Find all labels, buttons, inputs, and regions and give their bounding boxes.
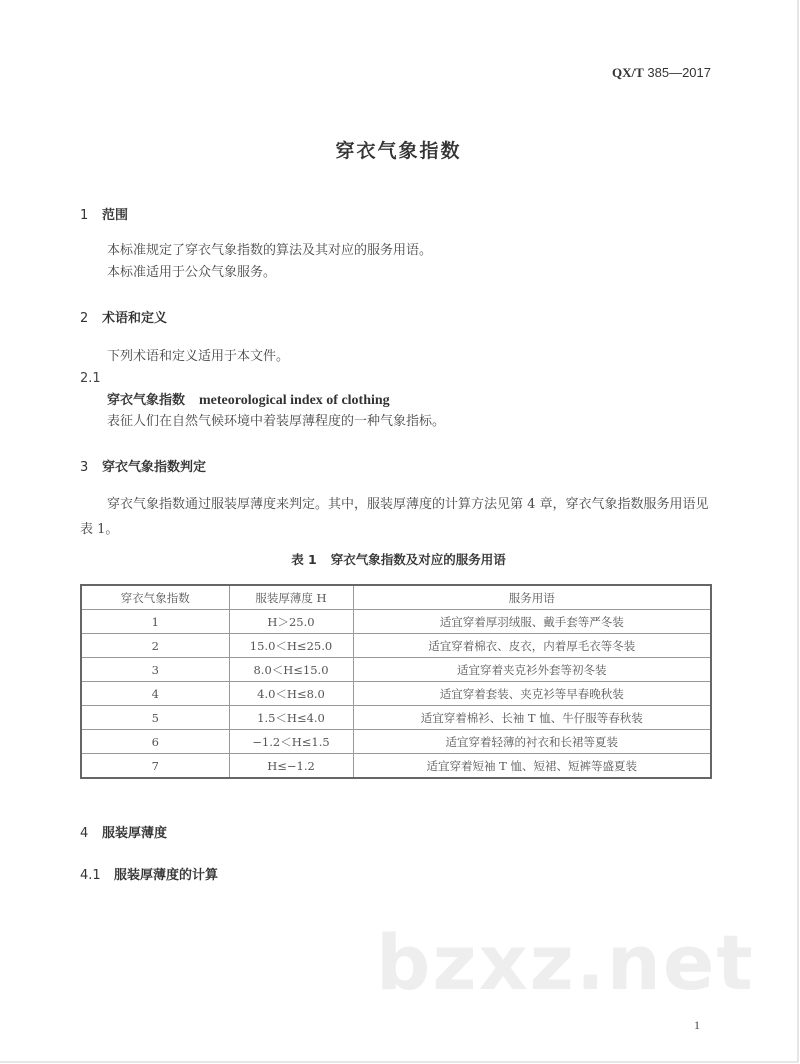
cell-index: 1 — [81, 610, 229, 634]
cell-index: 6 — [81, 730, 229, 754]
section-title: 服装厚薄度 — [102, 826, 168, 841]
cell-service-term: 适宜穿着短袖 T 恤、短裙、短裤等盛夏装 — [353, 754, 711, 779]
cell-service-term: 适宜穿着厚羽绒服、戴手套等严冬装 — [353, 610, 711, 634]
cell-index: 2 — [81, 634, 229, 658]
section-number: 2 — [80, 311, 89, 326]
standard-prefix: QX/T — [611, 65, 644, 80]
section-title: 术语和定义 — [102, 311, 168, 326]
cell-index: 7 — [81, 754, 229, 779]
table-caption-label: 表 1 — [291, 552, 317, 567]
header-index: 穿衣气象指数 — [81, 585, 229, 610]
cell-index: 3 — [81, 658, 229, 682]
section-number: 3 — [80, 460, 89, 475]
header-thickness: 服装厚薄度 H — [229, 585, 353, 610]
term-definition: 表征人们在自然气候环境中着装厚薄程度的一种气象指标。 — [107, 414, 446, 429]
cell-service-term: 适宜穿着轻薄的衬衣和长裙等夏装 — [353, 730, 711, 754]
table-row — [81, 754, 711, 779]
table-row — [81, 730, 711, 754]
cell-thickness: 8.0＜H≤15.0 — [229, 658, 353, 682]
header-service-term: 服务用语 — [353, 585, 711, 610]
cell-index: 5 — [81, 706, 229, 730]
section-3-paragraph-1: 穿衣气象指数通过服装厚薄度来判定。其中，服装厚薄度的计算方法见第 4 章，穿衣气象指数服务用语见表 1。 — [80, 497, 709, 537]
term-english: meteorological index of clothing — [199, 393, 390, 408]
section-3-heading — [80, 456, 206, 475]
page-number: 1 — [694, 1018, 700, 1032]
section-2-heading — [80, 307, 167, 326]
section-1-paragraph-2: 本标准适用于公众气象服务。 — [107, 265, 277, 280]
section-number: 4.1 — [80, 868, 101, 883]
table-header-row — [81, 585, 711, 610]
table-caption-text: 穿衣气象指数及对应的服务用语 — [330, 552, 506, 567]
watermark: bzxz.net — [376, 918, 755, 1007]
subsection-2-1-number: 2.1 — [80, 371, 101, 386]
standard-code — [612, 65, 711, 81]
cell-thickness: H＞25.0 — [229, 610, 353, 634]
cell-thickness: 15.0＜H≤25.0 — [229, 634, 353, 658]
cell-service-term: 适宜穿着夹克衫外套等初冬装 — [353, 658, 711, 682]
section-1-heading — [80, 204, 128, 223]
cell-service-term: 适宜穿着套装、夹克衫等早春晚秋装 — [353, 682, 711, 706]
table-row — [81, 706, 711, 730]
table-row — [81, 682, 711, 706]
cell-thickness: H≤−1.2 — [229, 754, 353, 779]
page-title: 穿衣气象指数 — [335, 140, 462, 162]
table-row — [81, 634, 711, 658]
term-chinese: 穿衣气象指数 — [107, 393, 186, 408]
section-title: 服装厚薄度的计算 — [114, 868, 219, 883]
section-4-heading — [80, 822, 167, 841]
cell-service-term: 适宜穿着棉衣、皮衣，内着厚毛衣等冬装 — [353, 634, 711, 658]
cell-service-term: 适宜穿着棉衫、长袖 T 恤、牛仔服等春秋装 — [353, 706, 711, 730]
section-number: 4 — [80, 826, 89, 841]
section-4-1-heading — [80, 864, 218, 883]
term-entry — [80, 390, 737, 412]
clothing-index-table — [80, 584, 712, 779]
section-title: 范围 — [102, 208, 129, 223]
section-2-paragraph-1: 下列术语和定义适用于本文件。 — [107, 349, 290, 364]
cell-thickness: 4.0＜H≤8.0 — [229, 682, 353, 706]
section-title: 穿衣气象指数判定 — [102, 460, 207, 475]
cell-thickness: 1.5＜H≤4.0 — [229, 706, 353, 730]
table-row — [81, 658, 711, 682]
section-1-paragraph-1: 本标准规定了穿衣气象指数的算法及其对应的服务用语。 — [107, 243, 433, 258]
table-caption — [0, 550, 797, 568]
cell-thickness: −1.2＜H≤1.5 — [229, 730, 353, 754]
section-number: 1 — [80, 208, 89, 223]
standard-number: 385—2017 — [647, 65, 711, 80]
table-row — [81, 610, 711, 634]
cell-index: 4 — [81, 682, 229, 706]
